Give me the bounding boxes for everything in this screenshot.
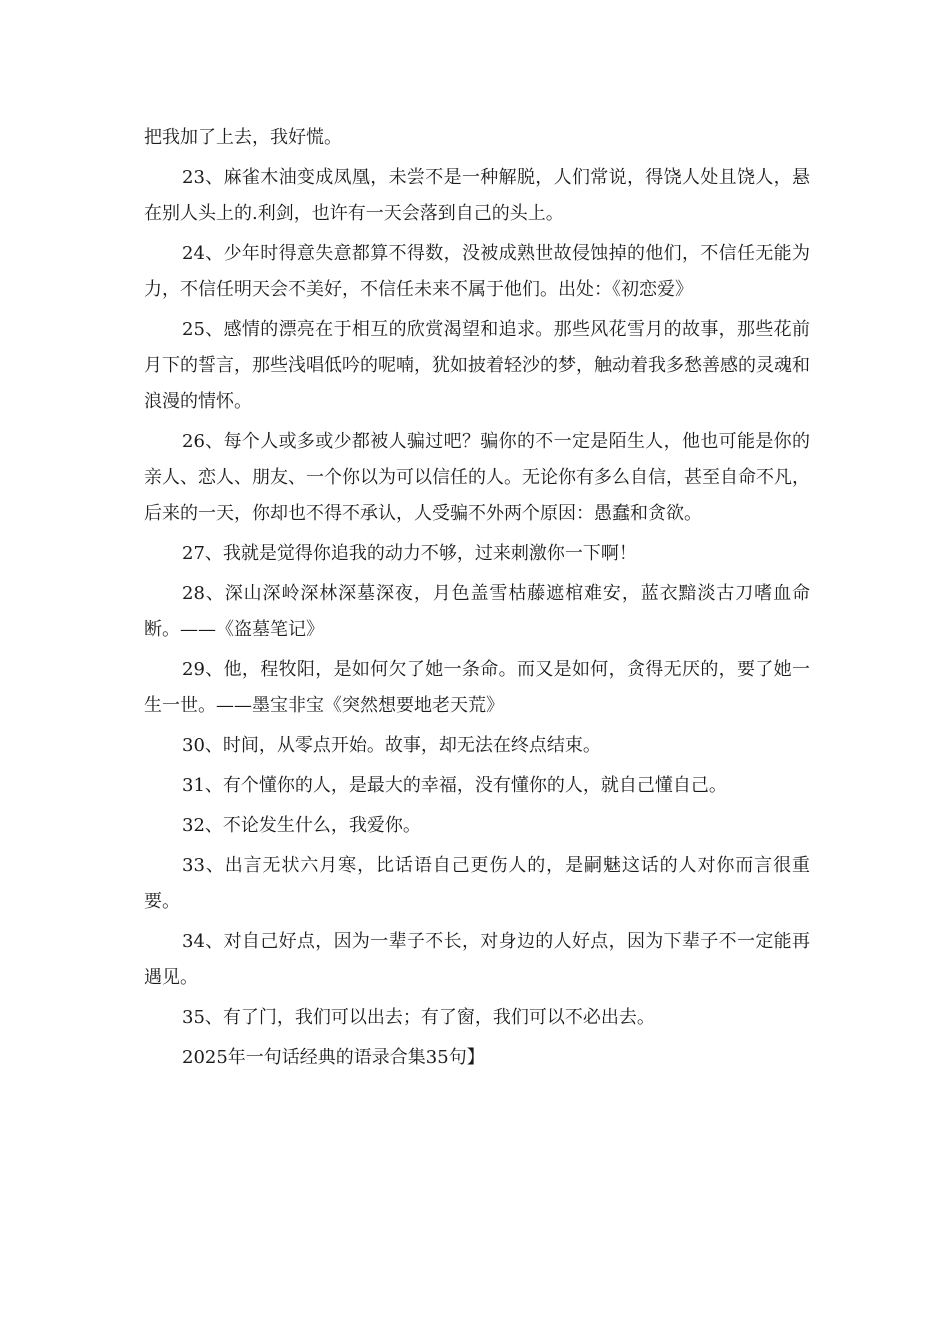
paragraph-item-30: 30、时间，从零点开始。故事，却无法在终点结束。 [182,735,601,756]
paragraph-item-35: 35、有了门，我们可以出去；有了窗，我们可以不必出去。 [182,1007,655,1028]
paragraph-item-25: 25、感情的漂亮在于相互的欣赏渴望和追求。那些风花雪月的故事，那些花前月下的誓言，那些浅唱低吟的呢喃，犹如披着轻沙的梦，触动着我多愁善感的灵魂和浪漫的情怀。 [144,319,810,412]
paragraph-item-31: 31、有个懂你的人，是最大的幸福，没有懂你的人，就自己懂自己。 [182,775,727,796]
paragraph-item-23: 23、麻雀木油变成凤凰，未尝不是一种解脱，人们常说，得饶人处且饶人，悬在别人头上的.利剑，也许有一天会落到自己的头上。 [144,167,810,224]
paragraph-item-34: 34、对自己好点，因为一辈子不长，对身边的人好点，因为下辈子不一定能再遇见。 [144,931,810,988]
paragraph-item-27: 27、我就是觉得你追我的动力不够，过来刺激你一下啊！ [182,543,637,564]
paragraph-item-28: 28、深山深岭深林深墓深夜，月色盖雪枯藤遮棺难安，蓝衣黯淡古刀嗜血命断。——《盗墓笔记》 [144,583,810,640]
paragraph-continuation: 把我加了上去，我好慌。 [144,127,342,148]
paragraph-item-24: 24、少年时得意失意都算不得数，没被成熟世故侵蚀掉的他们，不信任无能为力，不信任明天会不美好，不信任未来不属于他们。出处：《初恋爱》 [144,243,810,300]
document-page [144,120,810,1076]
paragraph-item-29: 29、他，程牧阳，是如何欠了她一条命。而又是如何，贪得无厌的，要了她一生一世。——墨宝非宝《突然想要地老天荒》 [144,659,810,716]
paragraph-item-26: 26、每个人或多或少都被人骗过吧？骗你的不一定是陌生人，他也可能是你的亲人、恋人、朋友、一个你以为可以信任的人。无论你有多么自信，甚至自命不凡，后来的一天，你却也不得不承认，人受骗不外两个原因：愚蠢和贪欲。 [144,431,810,524]
paragraph-item-32: 32、不论发生什么，我爱你。 [182,815,421,836]
paragraph-item-33: 33、出言无状六月寒，比话语自己更伤人的，是嗣魅这话的人对你而言很重要。 [144,855,810,912]
collection-footer: 2025年一句话经典的语录合集35句】 [182,1047,485,1068]
